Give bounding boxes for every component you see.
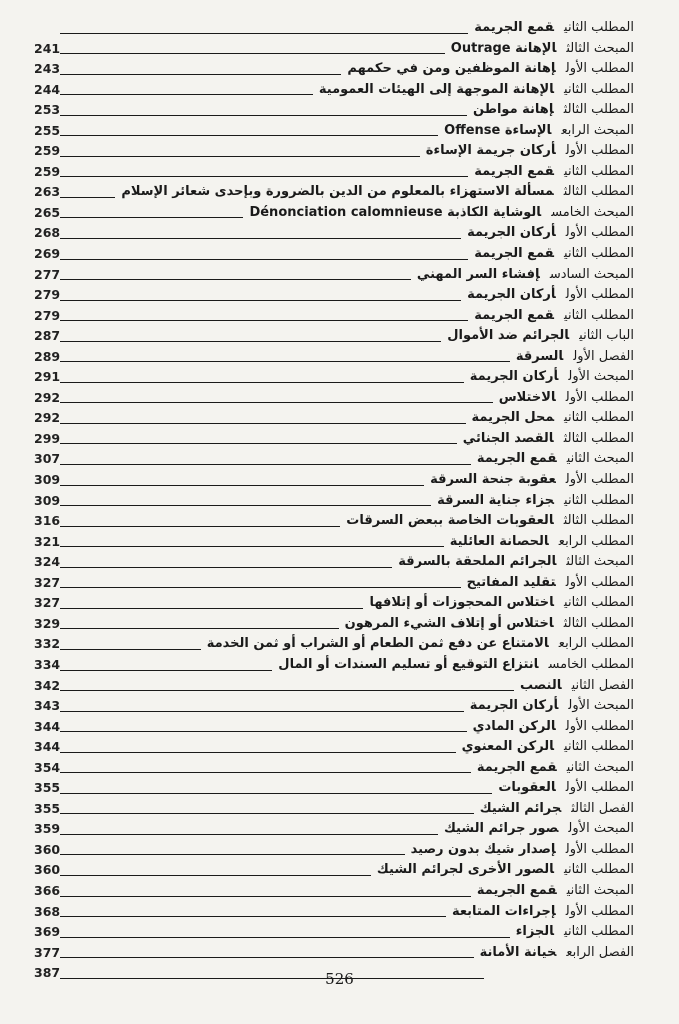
- toc-heading: [398, 552, 634, 573]
- toc-leader-line: [60, 382, 464, 383]
- toc-page-number: 316: [34, 513, 61, 529]
- toc-entry: [34, 39, 634, 60]
- toc-heading: [411, 840, 634, 861]
- toc-page-number: 368: [34, 903, 61, 919]
- toc-title: السرقة: [515, 348, 564, 364]
- toc-level: المطلب الأول: [565, 574, 634, 590]
- toc-page-number: 329: [34, 615, 61, 631]
- toc-title: محل الجريمة: [471, 410, 555, 426]
- toc-level: المبحث الثاني: [566, 759, 634, 775]
- toc-page-number: 279: [34, 307, 61, 323]
- toc-title: الحصانة العائلية: [449, 533, 549, 549]
- toc-page-number: 366: [34, 882, 61, 898]
- toc-heading: [474, 18, 634, 39]
- toc-title: خيانة الأمانة: [479, 944, 557, 960]
- toc-entry: [34, 922, 634, 943]
- toc-leader-line: [60, 896, 471, 897]
- toc-title: قمع الجريمة: [474, 307, 555, 323]
- toc-entry: [34, 347, 634, 368]
- toc-leader-line: [60, 197, 115, 198]
- toc-level: المطلب الثاني: [564, 595, 634, 611]
- toc-level: المطلب الثاني: [564, 307, 634, 323]
- toc-entry: [34, 840, 634, 861]
- toc-heading: [447, 326, 634, 347]
- toc-level: المطلب الثاني: [564, 81, 634, 97]
- toc-title: الركن المعنوي: [461, 739, 555, 755]
- toc-entry: [34, 223, 634, 244]
- page-number: 526: [325, 970, 354, 988]
- toc-entry: [34, 491, 634, 512]
- toc-entry: [34, 634, 634, 655]
- toc-leader-line: [60, 279, 411, 280]
- table-of-contents: [34, 18, 634, 984]
- toc-title: أركان الجريمة: [469, 698, 559, 714]
- toc-title: الامتناع عن دفع ثمن الطعام أو الشراب أو ثمن الخدمة: [206, 636, 549, 652]
- toc-leader-line: [60, 711, 464, 712]
- toc-page-number: 327: [34, 595, 61, 611]
- toc-heading: [470, 367, 634, 388]
- toc-title: إهانة الموظفين ومن في حكمهم: [347, 61, 556, 77]
- toc-heading: [462, 737, 634, 758]
- toc-entry: [34, 614, 634, 635]
- toc-level: المطلب الثاني: [564, 924, 634, 940]
- toc-title: قمع الجريمة: [474, 20, 555, 35]
- toc-page-number: 355: [34, 800, 61, 816]
- toc-level: المطلب الثاني: [564, 862, 634, 878]
- toc-entry: [34, 511, 634, 532]
- toc-heading: [467, 573, 634, 594]
- toc-leader-line: [60, 875, 371, 876]
- toc-heading: [467, 285, 634, 306]
- toc-heading: [474, 162, 634, 183]
- toc-heading: [417, 265, 634, 286]
- toc-entry: [34, 203, 634, 224]
- toc-leader-line: [60, 94, 313, 95]
- toc-entry: [34, 696, 634, 717]
- toc-leader-line: [60, 813, 474, 814]
- toc-entry: [34, 552, 634, 573]
- toc-level: المبحث الثاني: [566, 451, 634, 467]
- toc-level: المطلب الثاني: [564, 410, 634, 426]
- toc-page-number: 321: [34, 533, 61, 549]
- toc-entry: [34, 676, 634, 697]
- toc-level: المطلب الثاني: [564, 163, 634, 179]
- toc-leader-line: [60, 156, 420, 157]
- toc-page-number: 255: [34, 122, 61, 138]
- toc-page-number: 291: [34, 369, 61, 385]
- toc-entry: [34, 532, 634, 553]
- toc-entry: [34, 388, 634, 409]
- toc-title: قمع الجريمة: [476, 451, 557, 467]
- toc-level: المبحث الخامس: [551, 204, 634, 220]
- toc-title: اختلاس أو إتلاف الشيء المرهون: [344, 615, 554, 631]
- toc-level: المطلب الأول: [565, 287, 634, 303]
- toc-heading: [121, 182, 634, 203]
- toc-page-number: 265: [34, 204, 61, 220]
- toc-entry: [34, 100, 634, 121]
- toc-leader-line: [60, 33, 468, 34]
- toc-title: أركان جريمة الإساءة: [425, 143, 556, 159]
- toc-leader-line: [60, 526, 340, 527]
- toc-page-number: 253: [34, 102, 61, 118]
- toc-entry: [34, 758, 634, 779]
- toc-heading: [499, 388, 634, 409]
- toc-entry: [34, 59, 634, 80]
- toc-title: الإساءة Offense: [444, 122, 552, 138]
- toc-page-number: 360: [34, 841, 61, 857]
- toc-leader-line: [60, 628, 339, 629]
- toc-page-number: 292: [34, 410, 61, 426]
- toc-leader-line: [60, 135, 438, 136]
- toc-title: العقوبات: [498, 780, 556, 796]
- toc-heading: [430, 470, 634, 491]
- toc-heading: [444, 121, 634, 142]
- toc-leader-line: [60, 443, 457, 444]
- toc-entry: [34, 408, 634, 429]
- toc-entry: [34, 141, 634, 162]
- toc-leader-line: [60, 854, 405, 855]
- toc-entry: [34, 162, 634, 183]
- toc-entry: [34, 860, 634, 881]
- toc-level: المطلب الأول: [565, 903, 634, 919]
- toc-leader-line: [60, 834, 438, 835]
- toc-page-number: 327: [34, 574, 61, 590]
- toc-level: المبحث الرابع: [561, 122, 634, 138]
- toc-leader-line: [60, 937, 510, 938]
- toc-entry: [34, 881, 634, 902]
- toc-level: المطلب الثالث: [563, 102, 634, 118]
- toc-leader-line: [60, 916, 446, 917]
- toc-level: المطلب الثاني: [564, 246, 634, 262]
- toc-leader-line: [60, 649, 201, 650]
- toc-level: الفصل الثاني: [571, 677, 634, 693]
- toc-heading: [319, 80, 634, 101]
- toc-leader-line: [60, 464, 471, 465]
- toc-heading: [477, 881, 634, 902]
- toc-leader-line: [60, 567, 392, 568]
- toc-leader-line: [60, 608, 363, 609]
- toc-leader-line: [60, 670, 272, 671]
- toc-entry: [34, 573, 634, 594]
- toc-heading: [377, 860, 634, 881]
- toc-leader-line: [60, 690, 514, 691]
- toc-entry: [34, 121, 634, 142]
- toc-heading: [346, 511, 634, 532]
- toc-level: المطلب الأول: [565, 61, 634, 77]
- toc-heading: [450, 532, 634, 553]
- toc-heading: [249, 203, 634, 224]
- toc-page-number: 259: [34, 143, 61, 159]
- toc-title: الجرائم ضد الأموال: [447, 328, 570, 344]
- toc-entry: [34, 902, 634, 923]
- toc-page-number: 342: [34, 677, 61, 693]
- toc-title: إفشاء السر المهني: [416, 266, 540, 282]
- toc-level: المطلب الثاني: [564, 739, 634, 755]
- toc-leader-line: [60, 485, 424, 486]
- toc-page-number: 332: [34, 636, 61, 652]
- toc-entry: [34, 737, 634, 758]
- toc-level: المطلب الثالث: [563, 184, 634, 200]
- toc-page-number: 287: [34, 328, 61, 344]
- toc-level: المطلب الخامس: [548, 656, 634, 672]
- toc-level: الفصل الثالث: [571, 800, 634, 816]
- toc-page-number: 369: [34, 924, 61, 940]
- toc-leader-line: [60, 793, 492, 794]
- toc-page-number: 268: [34, 225, 61, 241]
- toc-level: المطلب الأول: [565, 780, 634, 796]
- toc-level: المبحث الأول: [568, 821, 634, 837]
- toc-level: المطلب الثالث: [563, 430, 634, 446]
- toc-page-number: 269: [34, 246, 61, 262]
- toc-heading: [473, 717, 634, 738]
- toc-page-number: 354: [34, 759, 61, 775]
- toc-page-number: 377: [34, 944, 61, 960]
- toc-heading: [516, 922, 634, 943]
- toc-leader-line: [60, 546, 444, 547]
- toc-title: أركان الجريمة: [469, 369, 559, 385]
- toc-title: إصدار شيك بدون رصيد: [410, 841, 556, 857]
- toc-page-number: 289: [34, 348, 61, 364]
- toc-level: الفصل الرابع: [566, 944, 634, 960]
- toc-level: المطلب الأول: [565, 472, 634, 488]
- toc-heading: [480, 799, 634, 820]
- toc-page-number: 241: [34, 40, 61, 56]
- toc-page-number: 279: [34, 287, 61, 303]
- toc-page-number: 344: [34, 718, 61, 734]
- toc-heading: [470, 696, 634, 717]
- toc-title: جرائم الشيك: [479, 800, 562, 816]
- toc-title: عقوبة جنحة السرقة: [430, 472, 556, 488]
- toc-leader-line: [60, 361, 510, 362]
- toc-page-number: 292: [34, 389, 61, 405]
- toc-title: جزاء جناية السرقة: [437, 492, 555, 508]
- toc-heading: [474, 244, 634, 265]
- toc-entry: [34, 799, 634, 820]
- toc-entry: [34, 306, 634, 327]
- toc-page-number: 387: [34, 965, 61, 981]
- toc-title: قمع الجريمة: [474, 163, 555, 179]
- toc-heading: [444, 819, 634, 840]
- toc-heading: [472, 408, 634, 429]
- toc-page-number: 307: [34, 451, 61, 467]
- toc-heading: [520, 676, 634, 697]
- toc-page-number: 334: [34, 656, 61, 672]
- toc-page-number: 309: [34, 492, 61, 508]
- toc-level: المطلب الثاني: [564, 20, 634, 35]
- toc-title: إهانة مواطن: [473, 102, 554, 118]
- toc-level: المبحث الأول: [568, 369, 634, 385]
- toc-entry: [34, 778, 634, 799]
- toc-entry: [34, 80, 634, 101]
- toc-entry: [34, 655, 634, 676]
- toc-entry: [34, 429, 634, 450]
- toc-page-number: 243: [34, 61, 61, 77]
- toc-heading: [207, 634, 634, 655]
- toc-title: قمع الجريمة: [474, 246, 555, 262]
- toc-level: المطلب الرابع: [558, 636, 634, 652]
- toc-entry: [34, 943, 634, 964]
- toc-level: المطلب الأول: [565, 143, 634, 159]
- toc-level: المطلب الرابع: [558, 533, 634, 549]
- toc-leader-line: [60, 505, 431, 506]
- toc-page-number: 324: [34, 554, 61, 570]
- toc-page-number: 344: [34, 739, 61, 755]
- toc-page-number: 309: [34, 472, 61, 488]
- toc-title: تقليد المفاتيح: [466, 574, 556, 590]
- toc-title: صور جرائم الشيك: [443, 821, 559, 837]
- toc-heading: [278, 655, 634, 676]
- toc-leader-line: [60, 772, 471, 773]
- toc-page-number: 343: [34, 698, 61, 714]
- toc-page-number: 355: [34, 780, 61, 796]
- toc-entry: [34, 367, 634, 388]
- toc-entry: [34, 819, 634, 840]
- toc-leader-line: [60, 115, 467, 116]
- toc-leader-line: [60, 217, 243, 218]
- toc-leader-line: [60, 957, 474, 958]
- toc-level: المطلب الأول: [565, 225, 634, 241]
- toc-heading: [426, 141, 634, 162]
- toc-level: المبحث السادس: [549, 266, 634, 282]
- toc-level: المطلب الأول: [565, 841, 634, 857]
- toc-leader-line: [60, 402, 493, 403]
- toc-heading: [451, 39, 634, 60]
- toc-title: اختلاس المحجوزات أو إتلافها: [369, 595, 555, 611]
- toc-heading: [345, 614, 634, 635]
- toc-leader-line: [60, 259, 468, 260]
- toc-title: أركان الجريمة: [467, 225, 556, 241]
- toc-heading: [516, 347, 634, 368]
- toc-leader-line: [60, 300, 461, 301]
- toc-page-number: 263: [34, 184, 61, 200]
- toc-title: قمع الجريمة: [476, 759, 557, 775]
- toc-title: الإهانة الموجهة إلى الهيئات العمومية: [318, 81, 555, 97]
- toc-heading: [477, 449, 634, 470]
- toc-level: المطلب الأول: [565, 718, 634, 734]
- toc-leader-line: [60, 320, 468, 321]
- toc-heading: [480, 943, 634, 964]
- toc-entry: [34, 449, 634, 470]
- toc-level: المطلب الثاني: [564, 492, 634, 508]
- toc-title: القصد الجنائي: [462, 430, 554, 446]
- toc-heading: [437, 491, 634, 512]
- toc-page-number: 299: [34, 430, 61, 446]
- toc-heading: [477, 758, 634, 779]
- toc-title: الوشاية الكاذبة Dénonciation calomnieuse: [249, 204, 542, 220]
- toc-entry: [34, 593, 634, 614]
- toc-title: إجراءات المتابعة: [451, 903, 556, 919]
- toc-entry: [34, 244, 634, 265]
- toc-page-number: 359: [34, 821, 61, 837]
- toc-title: انتزاع التوقيع أو تسليم السندات أو المال: [278, 656, 539, 672]
- toc-level: المبحث الأول: [568, 698, 634, 714]
- toc-entry: [34, 18, 634, 39]
- toc-level: المطلب الثالث: [563, 615, 634, 631]
- toc-leader-line: [60, 752, 456, 753]
- toc-title: أركان الجريمة: [467, 287, 556, 303]
- toc-page-number: 259: [34, 163, 61, 179]
- toc-heading: [347, 59, 634, 80]
- toc-title: مسألة الاستهزاء بالمعلوم من الدين بالضرورة وبإحدى شعائر الإسلام: [121, 184, 554, 200]
- toc-entry: [34, 717, 634, 738]
- toc-entry: [34, 265, 634, 286]
- toc-heading: [474, 306, 634, 327]
- toc-entry: [34, 470, 634, 491]
- toc-level: المبحث الثالث: [566, 40, 634, 56]
- toc-title: قمع الجريمة: [476, 882, 557, 898]
- toc-level: المبحث الثالث: [566, 554, 634, 570]
- toc-title: الجرائم الملحقة بالسرقة: [398, 554, 557, 570]
- toc-leader-line: [60, 74, 341, 75]
- toc-leader-line: [60, 176, 468, 177]
- toc-heading: [467, 223, 634, 244]
- toc-entry: [34, 182, 634, 203]
- toc-page-number: 277: [34, 266, 61, 282]
- toc-entry: [34, 285, 634, 306]
- toc-heading: [463, 429, 634, 450]
- toc-level: المبحث الثاني: [566, 882, 634, 898]
- toc-leader-line: [60, 238, 461, 239]
- toc-leader-line: [60, 53, 445, 54]
- toc-heading: [473, 100, 634, 121]
- toc-title: الإهانة Outrage: [450, 40, 557, 56]
- toc-title: الركن المادي: [472, 718, 556, 734]
- toc-page-number: 360: [34, 862, 61, 878]
- toc-level: الباب الثاني: [579, 328, 634, 344]
- toc-leader-line: [60, 731, 467, 732]
- toc-heading: [498, 778, 634, 799]
- toc-level: المطلب الأول: [565, 389, 634, 405]
- toc-title: النصب: [519, 677, 562, 693]
- toc-title: العقوبات الخاصة ببعض السرقات: [346, 513, 554, 529]
- toc-title: الصور الأخرى لجرائم الشيك: [376, 862, 555, 878]
- toc-entry: [34, 326, 634, 347]
- toc-title: الاختلاس: [498, 389, 556, 405]
- toc-heading: [369, 593, 634, 614]
- toc-title: الجزاء: [515, 924, 555, 940]
- toc-heading: [452, 902, 634, 923]
- toc-page-number: 244: [34, 81, 61, 97]
- toc-leader-line: [60, 587, 461, 588]
- toc-level: المطلب الثالث: [563, 513, 634, 529]
- toc-leader-line: [60, 341, 441, 342]
- toc-level: الفصل الأول: [573, 348, 634, 364]
- toc-leader-line: [60, 423, 466, 424]
